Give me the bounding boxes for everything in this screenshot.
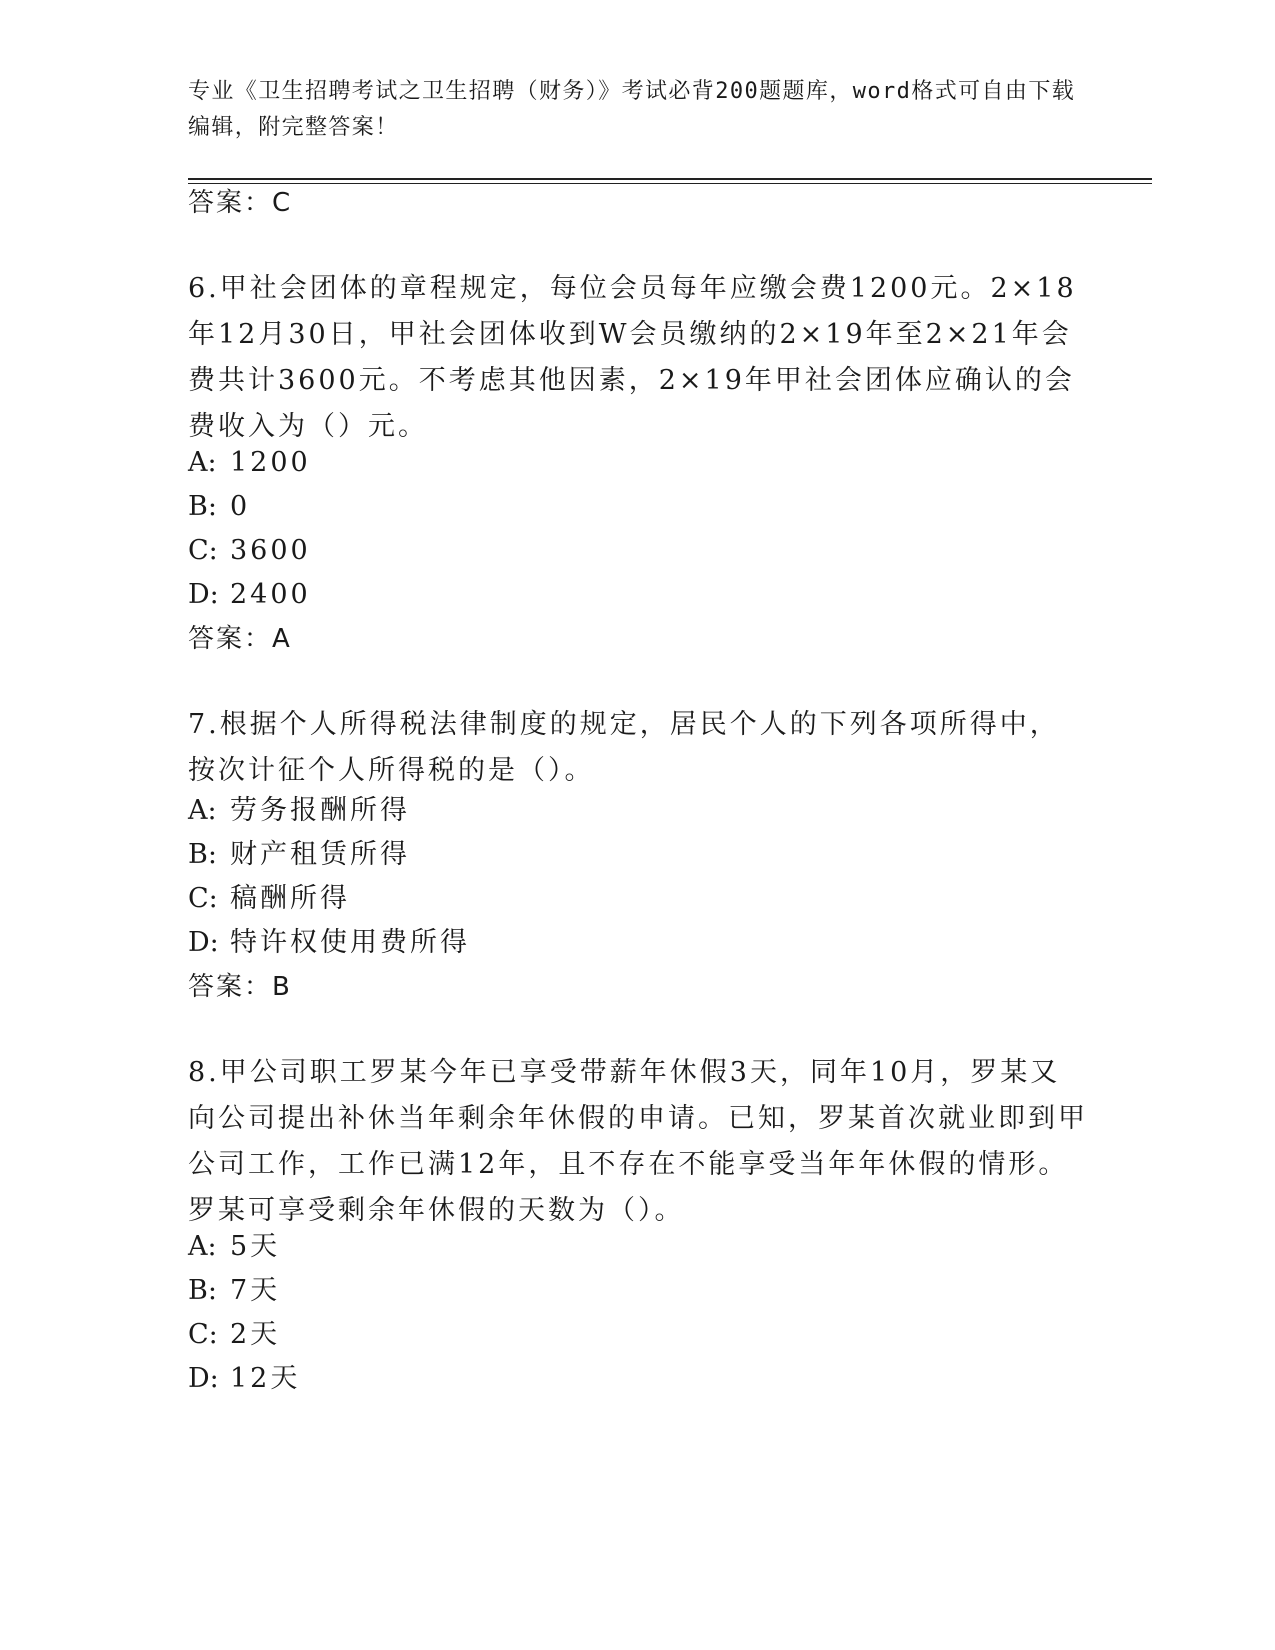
option-item [188, 876, 1088, 922]
question-stem: 7.根据个人所得税法律制度的规定，居民个人的下列各项所得中，按次计征个人所得税的是（）。 [188, 709, 1060, 786]
option-text: 0 [230, 491, 251, 522]
answer-label: 答案： [188, 624, 273, 654]
option-text: 7天 [230, 1275, 281, 1306]
option-item [188, 1356, 1088, 1402]
option-text: 3600 [230, 535, 311, 566]
option-key: B: [188, 491, 217, 522]
document-header: 专业《卫生招聘考试之卫生招聘（财务）》考试必背200题题库，word格式可自由下载编辑，附完整答案！ [188, 79, 1076, 140]
option-item [188, 920, 1088, 966]
option-item [188, 484, 1088, 530]
question-stem: 6.甲社会团体的章程规定，每位会员每年应缴会费1200元。2×18年12月30日，甲社会团体收到W会员缴纳的2×19年至2×21年会费共计3600元。不考虑其他因素，2×19年甲社会团体应确认的会费收入为（）元。 [188, 273, 1077, 442]
option-item [188, 788, 1088, 834]
option-key: D: [188, 1363, 219, 1394]
option-item [188, 832, 1088, 878]
option-text: 特许权使用费所得 [230, 927, 470, 958]
option-key: C: [188, 535, 218, 566]
answer-label: 答案： [188, 972, 273, 1002]
option-text: 2400 [230, 579, 311, 610]
option-key: B: [188, 839, 217, 870]
option-item [188, 572, 1088, 618]
option-key: A: [188, 795, 217, 826]
option-item [188, 1268, 1088, 1314]
answer-value: B [272, 972, 292, 1002]
answer-line [188, 616, 1088, 662]
option-key: D: [188, 579, 219, 610]
option-key: A: [188, 1231, 217, 1262]
option-key: A: [188, 447, 217, 478]
option-text: 2天 [230, 1319, 281, 1350]
option-key: D: [188, 927, 219, 958]
option-text: 1200 [230, 447, 311, 478]
option-text: 12天 [230, 1363, 301, 1394]
option-key: C: [188, 1319, 218, 1350]
option-item [188, 528, 1088, 574]
option-key: B: [188, 1275, 217, 1306]
answer-value: A [272, 624, 292, 654]
option-item [188, 1224, 1088, 1270]
option-key: C: [188, 883, 218, 914]
option-text: 财产租赁所得 [230, 839, 410, 870]
answer-value: C [272, 188, 293, 218]
option-item [188, 440, 1088, 486]
answer-line [188, 964, 1088, 1010]
option-text: 劳务报酬所得 [230, 795, 410, 826]
option-item [188, 1312, 1088, 1358]
answer-label: 答案： [188, 188, 273, 218]
option-text: 5天 [230, 1231, 281, 1262]
option-text: 稿酬所得 [230, 883, 350, 914]
question-stem: 8.甲公司职工罗某今年已享受带薪年休假3天，同年10月，罗某又向公司提出补休当年剩余年休假的申请。已知，罗某首次就业即到甲公司工作，工作已满12年，且不存在不能享受当年年休假的情形。罗某可享受剩余年休假的天数为（）。 [188, 1057, 1088, 1226]
answer-line [188, 180, 1088, 226]
